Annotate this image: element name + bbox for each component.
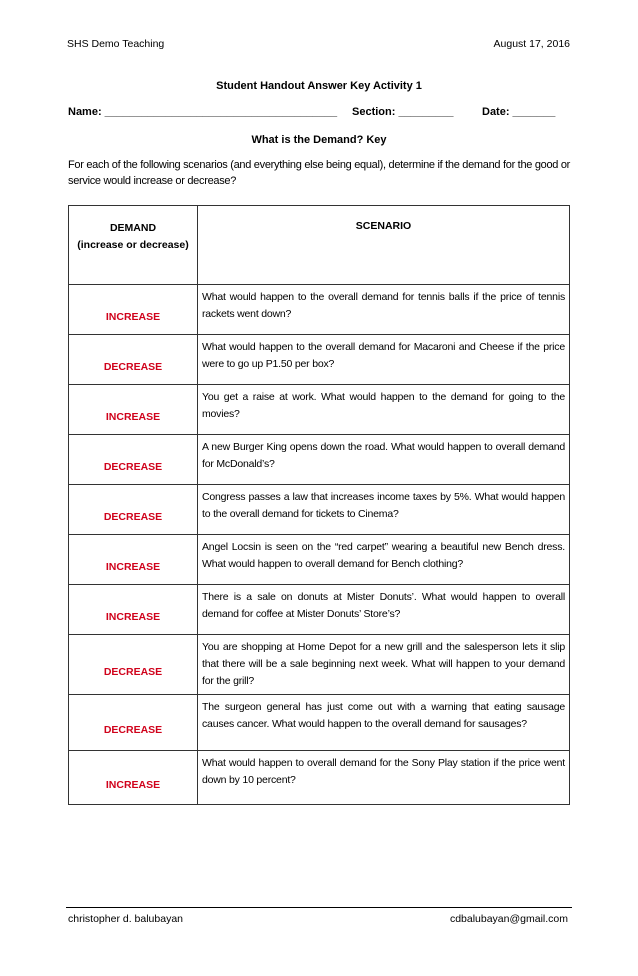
scenario-cell: What would happen to the overall demand for tennis balls if the price of tennis rackets went down?: [198, 285, 570, 335]
answer-cell: DECREASE: [69, 695, 198, 751]
table-row: [69, 585, 570, 635]
activity-subtitle: What is the Demand? Key: [251, 134, 387, 146]
table-row: [69, 751, 570, 805]
scenario-cell: What would happen to the overall demand for Macaroni and Cheese if the price were to go up P1.50 per box?: [198, 335, 570, 385]
answer-cell: INCREASE: [69, 535, 198, 585]
table-row: [69, 695, 570, 751]
scenario-cell: What would happen to overall demand for the Sony Play station if the price went down by 10 percent?: [198, 751, 570, 805]
answer-cell: DECREASE: [69, 335, 198, 385]
scenario-cell: Angel Locsin is seen on the “red carpet” wearing a beautiful new Bench dress. What would happen to overall demand for Bench clothing?: [198, 535, 570, 585]
scenario-cell: Congress passes a law that increases income taxes by 5%. What would happen to the overall demand for tickets to Cinema?: [198, 485, 570, 535]
table-row: [69, 435, 570, 485]
section-field: Section: _________: [352, 106, 454, 118]
table-row: [69, 335, 570, 385]
instructions: For each of the following scenarios (and everything else being equal), determine if the demand for the good or service would increase or decrease?: [68, 159, 571, 187]
answer-cell: INCREASE: [69, 585, 198, 635]
demand-header-sublabel: (increase or decrease): [77, 239, 189, 251]
answer-cell: INCREASE: [69, 385, 198, 435]
header-left-text: SHS Demo Teaching: [67, 38, 165, 50]
demand-header-label: DEMAND: [109, 222, 157, 234]
table-row: [69, 285, 570, 335]
table-header-row: [69, 206, 570, 285]
footer-divider: [66, 907, 572, 908]
date-field: Date: _______: [482, 106, 556, 118]
scenario-cell: You get a raise at work. What would happen to the demand for going to the movies?: [198, 385, 570, 435]
answer-cell: INCREASE: [69, 285, 198, 335]
answer-cell: DECREASE: [69, 435, 198, 485]
scenario-cell: You are shopping at Home Depot for a new grill and the salesperson lets it slip that there will be a sale beginning next week. What will happen to your demand for the grill?: [198, 635, 570, 695]
table-row: [69, 535, 570, 585]
table-row: [69, 485, 570, 535]
answer-cell: INCREASE: [69, 751, 198, 805]
footer-email: cdbalubayan@gmail.com: [449, 913, 568, 925]
header-date: August 17, 2016: [493, 38, 570, 50]
answer-cell: DECREASE: [69, 635, 198, 695]
scenario-cell: A new Burger King opens down the road. What would happen to overall demand for McDonald’s?: [198, 435, 570, 485]
demand-column-header: [69, 206, 198, 285]
name-field: Name: ______________________________________: [68, 106, 338, 118]
answer-key-table: [68, 205, 570, 805]
page-title: Student Handout Answer Key Activity 1: [216, 80, 422, 92]
student-info-line: [68, 106, 568, 118]
footer-author: christopher d. balubayan: [68, 913, 183, 925]
scenario-cell: The surgeon general has just come out with a warning that eating sausage causes cancer. What would happen to the overall demand for sausages?: [198, 695, 570, 751]
scenario-column-header: SCENARIO: [198, 206, 570, 285]
scenario-cell: There is a sale on donuts at Mister Donuts’. What would happen to overall demand for coffee at Mister Donuts’ Store’s?: [198, 585, 570, 635]
answer-cell: DECREASE: [69, 485, 198, 535]
table-row: [69, 385, 570, 435]
table-row: [69, 635, 570, 695]
